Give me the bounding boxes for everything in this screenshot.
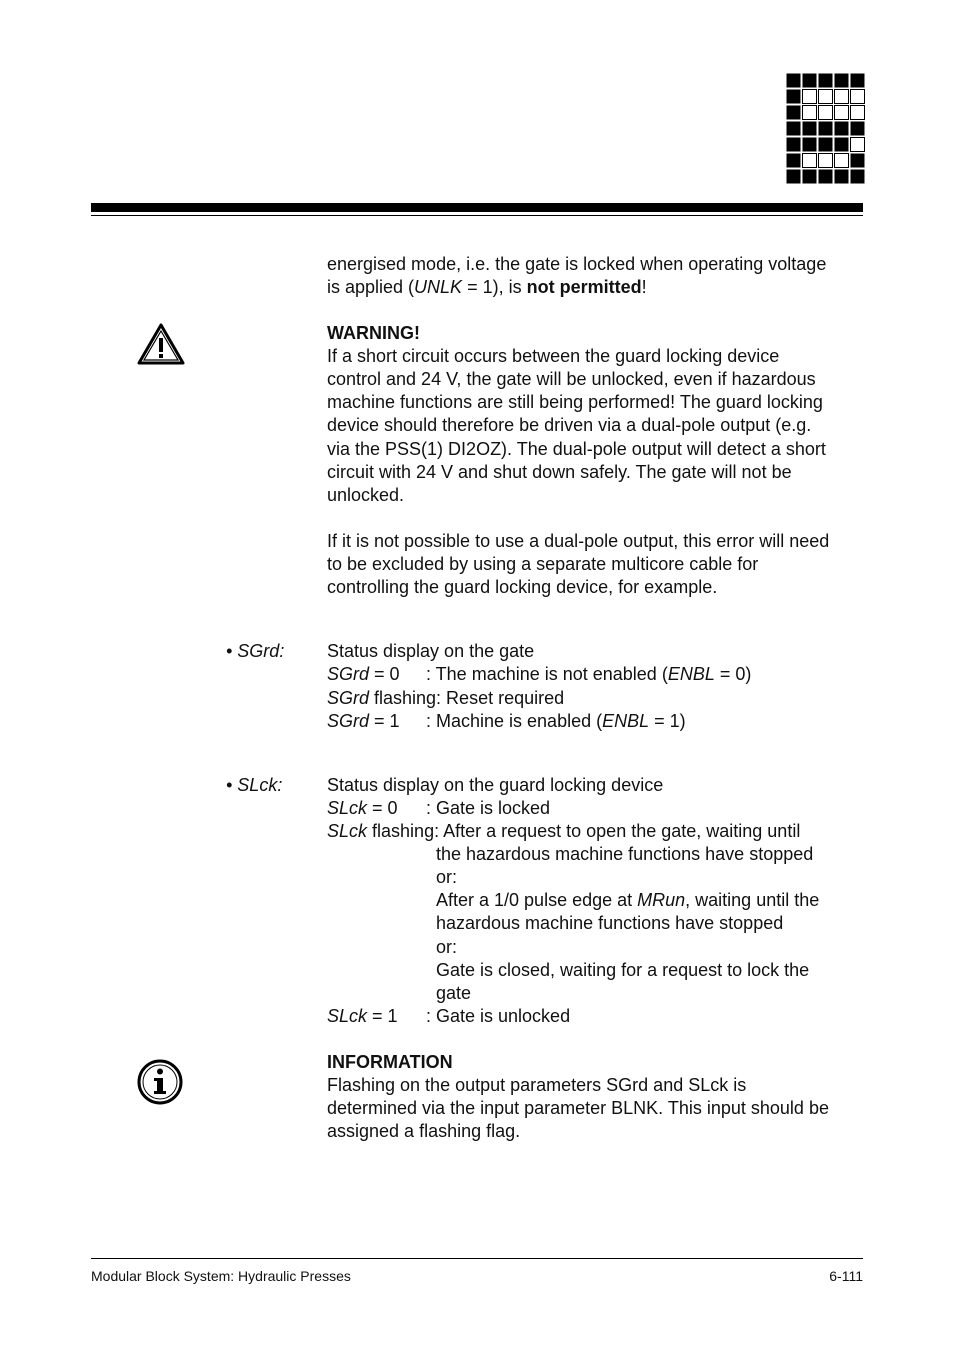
sgrd-label: • SGrd: (226, 641, 285, 661)
slck-cont-line: or: (436, 937, 458, 957)
warning-para2-line: If it is not possible to use a dual-pole output, this error will need (327, 531, 830, 551)
warning-heading: WARNING! (327, 323, 420, 343)
header-rule (91, 203, 863, 212)
slck-cont-line: After a 1/0 pulse edge at MRun, waiting until the (436, 890, 820, 910)
sgrd-row-flashing: SGrd flashing: Reset required (327, 688, 565, 708)
slck-cont-line: or: (436, 867, 458, 887)
warning-para2-line: to be excluded by using a separate multicore cable for (327, 554, 759, 574)
sgrd-row-0: SGrd = 0 (327, 664, 400, 684)
slck-row-1: SLck = 1 (327, 1006, 398, 1026)
slck-cont-line: Gate is closed, waiting for a request to lock the (436, 960, 810, 980)
info-heading: INFORMATION (327, 1052, 453, 1072)
slck-row-1-text: : Gate is unlocked (426, 1006, 571, 1026)
slck-description: Status display on the guard locking device (327, 775, 664, 795)
slck-cont-line: gate (436, 983, 472, 1003)
intro-line: is applied (UNLK = 1), is not permitted! (327, 277, 647, 297)
slck-label: • SLck: (226, 775, 283, 795)
slck-cont-line: hazardous machine functions have stopped (436, 913, 784, 933)
information-icon (136, 1058, 184, 1106)
warning-line: control and 24 V, the gate will be unlocked, even if hazardous (327, 369, 816, 389)
sgrd-row-1-text: : Machine is enabled (ENBL = 1) (426, 711, 686, 731)
sgrd-row-0-text: : The machine is not enabled (ENBL = 0) (426, 664, 752, 684)
warning-line: device should therefore be driven via a dual-pole output (e.g. (327, 415, 812, 435)
info-line: Flashing on the output parameters SGrd and SLck is (327, 1075, 747, 1095)
intro-line: energised mode, i.e. the gate is locked when operating voltage (327, 254, 827, 274)
sgrd-description: Status display on the gate (327, 641, 535, 661)
footer-rule (91, 1258, 863, 1259)
slck-row-0-text: : Gate is locked (426, 798, 551, 818)
header-rule-thin (91, 215, 863, 216)
warning-line: via the PSS(1) DI2OZ). The dual-pole output will detect a short (327, 439, 826, 459)
sgrd-row-1: SGrd = 1 (327, 711, 400, 731)
slck-row-flashing: SLck flashing: After a request to open the gate, waiting until (327, 821, 801, 841)
info-line: assigned a flashing flag. (327, 1121, 521, 1141)
warning-line: circuit with 24 V and shut down safely. The gate will not be (327, 462, 792, 482)
warning-para2-line: controlling the guard locking device, for example. (327, 577, 718, 597)
logo-grid-icon (786, 73, 865, 184)
footer-title: Modular Block System: Hydraulic Presses (91, 1268, 351, 1284)
info-line: determined via the input parameter BLNK. This input should be (327, 1098, 829, 1118)
warning-line: machine functions are still being performed! The guard locking (327, 392, 823, 412)
warning-line: unlocked. (327, 485, 405, 505)
slck-row-0: SLck = 0 (327, 798, 398, 818)
warning-line: If a short circuit occurs between the guard locking device (327, 346, 780, 366)
warning-triangle-icon (136, 322, 186, 366)
page-number: 6-111 (829, 1268, 863, 1284)
slck-cont-line: the hazardous machine functions have stopped (436, 844, 814, 864)
